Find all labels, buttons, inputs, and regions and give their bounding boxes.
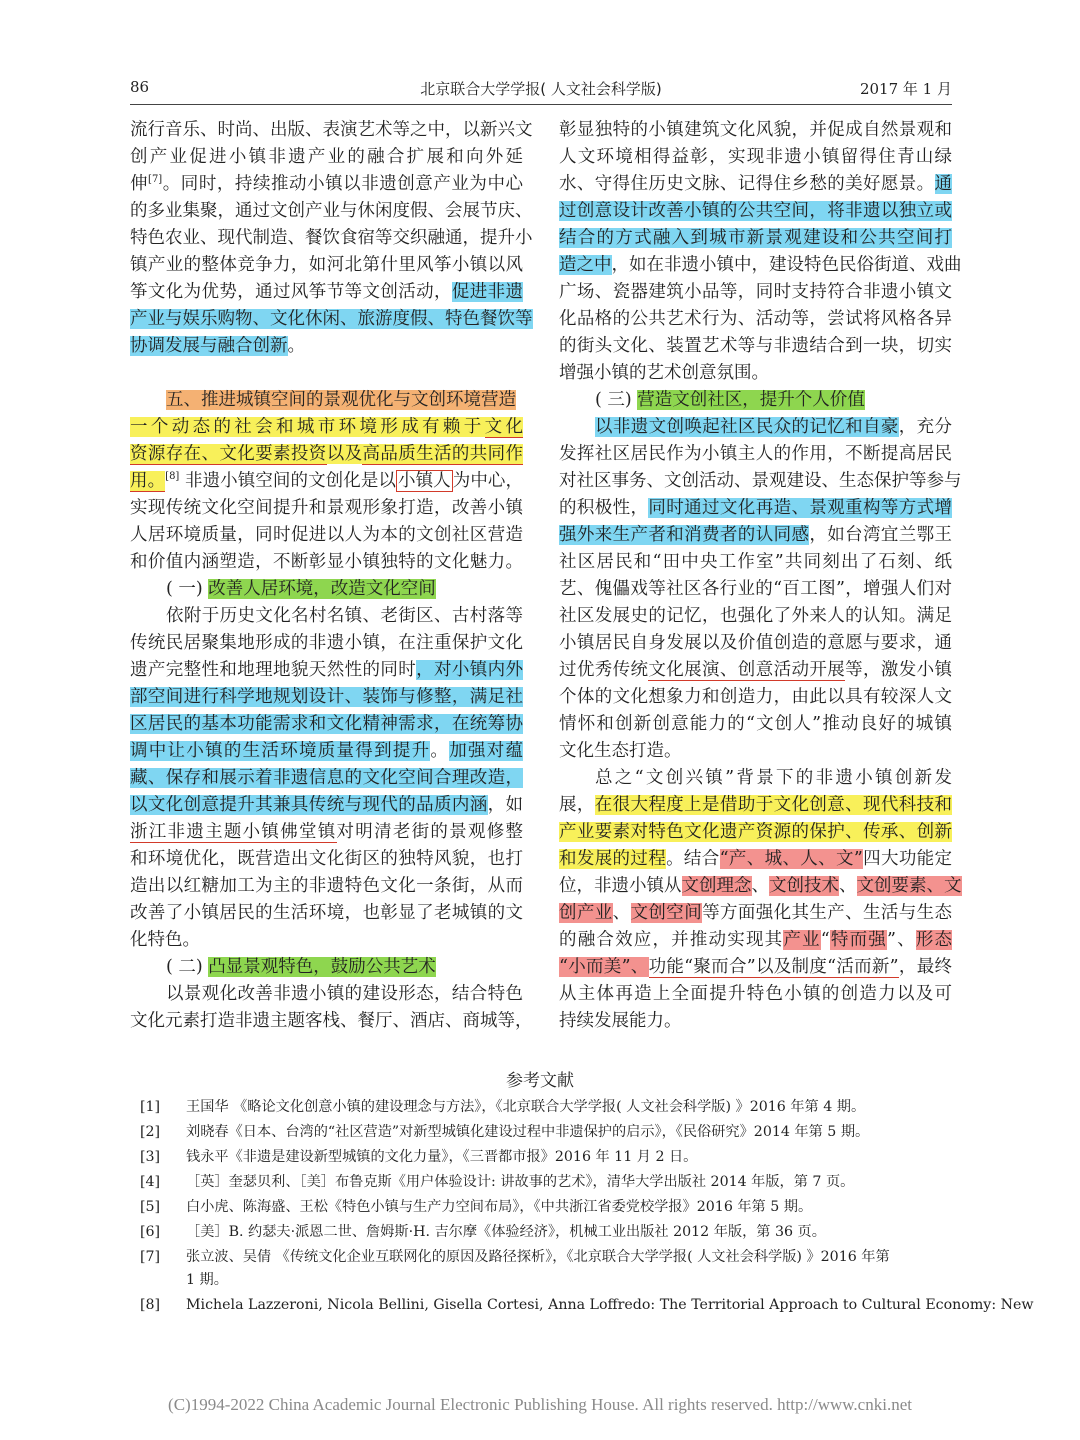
highlight-red: 创产业 — [559, 903, 613, 923]
text-line: 以非遗文创唤起社区民众的记忆和自豪，充分 — [595, 417, 953, 437]
text-line: 文化元素打造非遗主题客栈、餐厅、酒店、商城等， — [130, 1011, 533, 1031]
highlight-blue: 同时通过文化再造、景观重构等方式增 — [648, 498, 953, 518]
text-line: 展，在很大程度上是借助于文化创意、现代科技和 — [559, 795, 953, 815]
text-line: 强外来生产者和消费者的认同感，如台湾宜兰鄂王 — [559, 525, 953, 545]
text-line: 个体的文化想象力和创造力，由此以具有较深人文 — [559, 687, 952, 707]
text-line: 造之中，如在非遗小镇中，建设特色民俗街道、戏曲 — [559, 255, 962, 275]
highlight-yellow: 一个动态的社会和城市环境形成有赖于 — [130, 417, 485, 437]
reference-item: [6] ［美］B. 约瑟夫·派恩二世、詹姆斯·H. 吉尔摩《体验经济》，机械工业出版社 2012 年版，第 36 页。 — [140, 1224, 826, 1240]
boxed-term: 小镇人 — [398, 471, 451, 491]
reference-item: [5] 白小虎、陈海盛、王松《特色小镇与生产力空间布局》，《中共浙江省委党校学报》2016 年第 5 期。 — [140, 1199, 813, 1215]
underline-red: 文化 — [484, 417, 524, 437]
highlight-yellow: 在很大程度上是借助于文化创意、现代科技和 — [594, 795, 953, 815]
citation-sup: [7] — [148, 174, 163, 186]
highlight-blue: 协调发展与融合创新 — [130, 336, 288, 356]
highlight-blue: 产业与娱乐购物、文化休闲、旅游度假、特色餐饮等 — [130, 309, 533, 329]
text-line: 过优秀传统文化展演、创意活动开展等，激发小镇 — [559, 660, 953, 680]
highlight-blue: 造之中 — [559, 255, 612, 275]
text-line: 彰显独特的小镇建筑文化风貌，并促成自然景观和 — [559, 120, 952, 140]
reference-item: [4] ［英］奎瑟贝利、［美］布鲁克斯《用户体验设计: 讲故事的艺术》，清华大学出版社 2014 年版，第 7 页。 — [140, 1174, 855, 1190]
text-line: 资源存在、文化要素投资以及高品质生活的共同作 — [130, 444, 524, 464]
highlight-red: “产、城、人、文” — [719, 849, 863, 869]
text-line: 文化生态打造。 — [559, 741, 682, 761]
text-line: 广场、瓷器建筑小品等，同时支持符合非遗小镇文 — [559, 282, 952, 302]
text-line: 社区居民和“田中央工作室”共同刻出了石刻、纸 — [559, 552, 952, 572]
text-line: 伸[7]。同时，持续推动小镇以非遗创意产业为中心 — [130, 174, 524, 194]
text-line — [130, 306, 533, 333]
highlight-blue: 通 — [934, 174, 952, 194]
text-line — [130, 684, 523, 711]
text-line — [130, 765, 523, 792]
text-line: 人文环境相得益彰，实现非遗小镇留得住青山绿 — [559, 147, 952, 167]
text-line: 和环境优化，既营造出文化街区的独特风貌，也打 — [130, 849, 523, 869]
section-heading — [130, 387, 523, 414]
highlight-red: 文创理念 — [681, 876, 752, 896]
highlight-blue: 过创意设计改善小镇的公共空间，将非遗以独立或 — [559, 201, 952, 221]
text-line: 水、守得住历史文脉、记得住乡愁的美好愿景。通 — [559, 174, 952, 194]
highlight-red: 文创要素 — [856, 876, 927, 896]
text-line: 遗产完整性和地理地貌天然性的同时，对小镇内外 — [130, 660, 524, 680]
text-line: 传统民居聚集地形成的非遗小镇，在注重保护文化 — [130, 633, 523, 653]
text-line: 小镇居民自身发展以及价值创造的意愿与要求，通 — [559, 633, 952, 653]
subsection-heading: ( 三) 营造文创社区，提升个人价值 — [595, 390, 865, 410]
text-line: “小而美”、功能“聚而合”以及制度“活而新”，最终 — [559, 957, 952, 977]
text-line: 对社区事务、文创活动、景观建设、生态保护等参与 — [559, 471, 962, 491]
text-line: 特色农业、现代制造、餐饮食宿等交织融通，提升小 — [130, 228, 533, 248]
text-line: 和发展的过程。结合“产、城、人、文”四大功能定 — [559, 849, 953, 869]
text-line: 社区发展史的记忆，也强化了外来人的认知。满足 — [559, 606, 952, 626]
text-line — [559, 225, 952, 252]
highlight-orange: 五、推进城镇空间的景观优化与文创环境营造 — [166, 390, 516, 410]
highlight-blue: 藏、保存和展示着非遗信息的文化空间合理改造， — [130, 768, 523, 788]
highlight-blue: 结合的方式融入到城市新景观建设和公共空间打 — [559, 228, 952, 248]
text-line — [559, 819, 952, 846]
underline-red: 功能“聚而合”以及制度“活而新” — [648, 957, 899, 977]
highlight-blue: 强外来生产者和消费者的认同感 — [559, 525, 810, 545]
page-header — [130, 78, 952, 105]
left-column — [130, 117, 533, 1035]
reference-item: [8] Michela Lazzeroni, Nicola Bellini, Gisella Cortesi, Anna Loffredo: The Territorial Approach to Cultural Economy: New — [140, 1297, 1034, 1313]
text-line: 情怀和创新创意能力的“文创人”推动良好的城镇 — [559, 714, 952, 734]
text-line: 的街头文化、装置艺术等与非遗结合到一块，切实 — [559, 336, 952, 356]
text-line: 协调发展与融合创新。 — [130, 336, 305, 356]
highlight-blue: 部空间进行科学地规划设计、装饰与修整，满足社 — [130, 687, 523, 707]
reference-item: [7] 张立波、吴倩 《传统文化企业互联网化的原因及路径探析》，《北京联合大学学报( 人文社会科学版) 》2016 年第 — [140, 1249, 890, 1265]
text-line: 创产业、文创空间等方面强化其生产、生活与生态 — [559, 903, 953, 923]
text-line: 创产业促进小镇非遗产业的融合扩展和向外延 — [130, 147, 523, 167]
highlight-red: 特而强 — [829, 930, 887, 950]
text-line: 调中让小镇的生活环境质量得到提升。加强对蕴 — [130, 741, 524, 761]
text-line: 的积极性，同时通过文化再造、景观重构等方式增 — [559, 498, 953, 518]
highlight-red: “小而美”、 — [559, 957, 649, 977]
text-line: 镇产业的整体竞争力，如河北第什里风筝小镇以风 — [130, 255, 523, 275]
issue-date: 2017 年 1 月 — [859, 80, 952, 98]
highlight-yellow: 和发展的过程 — [559, 849, 667, 869]
text-line: 实现传统文化空间提升和景观形象打造，改善小镇 — [130, 498, 523, 518]
highlight-green: 营造文创社区，提升个人价值 — [637, 390, 865, 410]
text-line: 化品格的公共艺术行为、活动等，尝试将风格各异 — [559, 309, 952, 329]
text-line: 持续发展能力。 — [559, 1011, 682, 1031]
highlight-blue: 加强对蕴 — [449, 741, 524, 761]
text-line: 以文化创意提升其兼具传统与现代的品质内涵，如 — [130, 795, 524, 815]
text-line: 从主体再造上全面提升特色小镇的创造力以及可 — [559, 984, 952, 1004]
text-line: 增强小镇的艺术创意氛围。 — [559, 363, 769, 383]
text-line: 和价值内涵塑造，不断彰显小镇独特的文化魅力。 — [130, 552, 523, 572]
highlight-green: 改善人居环境，改造文化空间 — [208, 579, 436, 599]
text-line: 的多业集聚，通过文创产业与休闲度假、会展节庆、 — [130, 201, 533, 221]
highlight-blue: 区居民的基本功能需求和文化精神需求，在统筹协 — [130, 714, 523, 734]
underline-red: 高品质生活的共同作 — [362, 444, 524, 464]
text-line: 以景观化改善非遗小镇的建设形态，结合特色 — [166, 984, 523, 1004]
underline-red: 资源存在、文化要素投资 — [130, 444, 327, 464]
highlight-blue: 以非遗文创唤起社区民众的记忆和自豪 — [595, 417, 899, 437]
page-number: 86 — [130, 78, 150, 96]
text-line: 的融合效应，并推动实现其产业“特而强”、形态 — [559, 930, 953, 950]
highlight-blue: 以文化创意提升其兼具传统与现代的品质内涵 — [130, 795, 488, 815]
underline-red: 文化展演、创意活动开展 — [648, 660, 846, 680]
text-line: 艺、傀儡戏等社区各行业的“百工图”，增强人们对 — [559, 579, 952, 599]
subsection-heading: ( 一) 改善人居环境，改造文化空间 — [166, 579, 436, 599]
subsection-heading: ( 二) 凸显景观特色，鼓励公共艺术 — [166, 957, 436, 977]
right-column — [559, 117, 962, 1035]
reference-item: [1] 王国华 《略论文化创意小镇的建设理念与方法》，《北京联合大学学报( 人文社会科学版) 》2016 年第 4 期。 — [140, 1099, 866, 1115]
highlight-red: 产业 — [783, 930, 821, 950]
highlight-yellow: 产业要素对特色文化遗产资源的保护、传承、创新 — [559, 822, 952, 842]
citation-sup: [8] — [165, 471, 180, 483]
highlight-red: 形态 — [915, 930, 953, 950]
highlight-red: 文创技术 — [769, 876, 839, 896]
text-line: 浙江非遗主题小镇佛堂镇对明清老街的景观修整 — [130, 822, 524, 842]
text-line: 化特色。 — [130, 930, 200, 950]
underline-red: 浙江非遗主题小镇佛堂镇 — [130, 822, 337, 842]
text-line: 发挥社区居民作为小镇主人的作用，不断提高居民 — [559, 444, 952, 464]
text-line: 总之“文创兴镇”背景下的非遗小镇创新发 — [595, 768, 952, 788]
text-line: 造出以红糖加工为主的非遗特色文化一条街，从而 — [130, 876, 523, 896]
highlight-blue: 调中让小镇的生活环境质量得到提升 — [130, 741, 431, 761]
journal-title: 北京联合大学学报( 人文社会科学版) — [420, 80, 662, 98]
text-line: 依附于历史文化名村名镇、老街区、古村落等 — [166, 606, 523, 626]
copyright-footer: (C)1994-2022 China Academic Journal Electronic Publishing House. All rights reserved. http://www.cnki.net — [168, 1395, 912, 1414]
references-list — [140, 1096, 1034, 1319]
highlight-blue: 促进非遗 — [451, 282, 524, 302]
text-line: 改善了小镇居民的生活环境，也彰显了老城镇的文 — [130, 903, 523, 923]
text-line — [130, 711, 523, 738]
highlight-red: 文创空间 — [630, 903, 703, 923]
highlight-green: 凸显景观特色，鼓励公共艺术 — [208, 957, 436, 977]
text-line: 位，非遗小镇从文创理念、文创技术、文创要素、文 — [559, 876, 962, 896]
text-line: 人居环境质量，同时促进以人为本的文创社区营造 — [130, 525, 523, 545]
text-line — [559, 198, 952, 225]
reference-item-continued: 1 期。 — [186, 1272, 228, 1288]
text-line — [130, 414, 523, 441]
text-line: 筝文化为优势，通过风筝节等文创活动，促进非遗 — [130, 282, 524, 302]
references-title: 参考文献 — [506, 1071, 574, 1091]
text-line: 流行音乐、时尚、出版、表演艺术等之中，以新兴文 — [130, 120, 533, 140]
reference-item: [2] 刘晓春《日本、台湾的“社区营造”对新型城镇化建设过程中非遗保护的启示》，《民俗研究》2014 年第 5 期。 — [140, 1124, 870, 1140]
highlight-blue: ，对小镇内外 — [416, 660, 524, 680]
text-line: 用。[8] 非遗小镇空间的文创化是以 小镇人 为中心， — [130, 471, 524, 491]
reference-item: [3] 钱永平《非遗是建设新型城镇的文化力量》，《三晋都市报》2016 年 11 月 2 日。 — [140, 1149, 698, 1165]
